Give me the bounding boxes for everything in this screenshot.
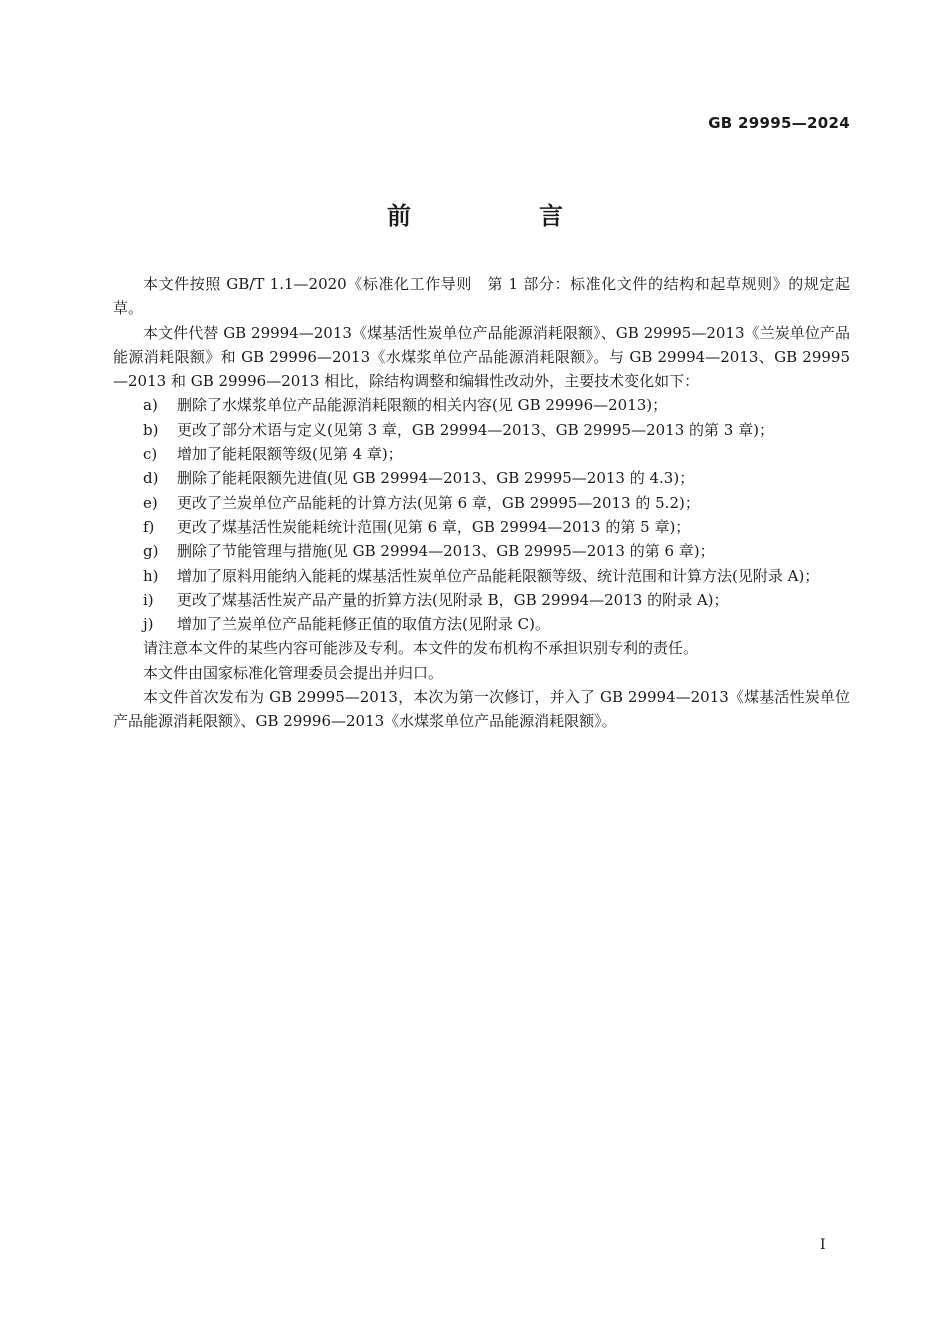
list-item-text: 增加了能耗限额等级(见第 4 章)； xyxy=(177,445,403,464)
list-item xyxy=(113,442,850,466)
list-item xyxy=(113,466,850,490)
page-title: 前 言 xyxy=(387,202,615,230)
list-marker: c) xyxy=(143,445,158,464)
list-marker: f) xyxy=(143,517,155,536)
list-marker: j) xyxy=(143,615,154,634)
list-item-text: 增加了兰炭单位产品能耗修正值的取值方法(见附录 C)。 xyxy=(177,615,550,634)
list-item-text: 删除了节能管理与措施(见 GB 29994—2013、GB 29995—2013 的第 6 章)； xyxy=(177,542,715,561)
list-item xyxy=(113,515,850,539)
list-item xyxy=(113,491,850,515)
list-item-text: 删除了能耗限额先进值(见 GB 29994—2013、GB 29995—2013 的 4.3)； xyxy=(177,469,695,488)
list-item xyxy=(113,612,850,636)
paragraph-drafting-basis: 本文件按照 GB/T 1.1—2020《标准化工作导则 第 1 部分：标准化文件的结构和起草规则》的规定起草。 xyxy=(113,275,850,318)
list-marker: a) xyxy=(143,396,158,415)
list-item-text: 更改了煤基活性炭产品产量的折算方法(见附录 B，GB 29994—2013 的附录 A)； xyxy=(177,590,729,609)
list-marker: g) xyxy=(143,542,159,561)
list-item-text: 删除了水煤浆单位产品能源消耗限额的相关内容(见 GB 29996—2013)； xyxy=(177,396,668,415)
foreword-body xyxy=(113,272,850,734)
list-marker: b) xyxy=(143,420,159,439)
standard-number: GB 29995—2024 xyxy=(708,114,850,132)
list-item-text: 更改了兰炭单位产品能耗的计算方法(见第 6 章，GB 29995—2013 的 5.2)； xyxy=(177,493,700,512)
paragraph-proposer: 本文件由国家标准化管理委员会提出并归口。 xyxy=(143,663,444,682)
list-item xyxy=(113,539,850,563)
paragraph-history: 本文件首次发布为 GB 29995—2013，本次为第一次修订，并入了 GB 29994—2013《煤基活性炭单位产品能源消耗限额》、GB 29996—2013《水煤浆单位产品能源消耗限额》。 xyxy=(113,688,850,731)
list-marker: e) xyxy=(143,493,158,512)
list-item-text: 更改了部分术语与定义(见第 3 章，GB 29994—2013、GB 29995—2013 的第 3 章)； xyxy=(177,420,774,439)
list-item-text: 增加了原料用能纳入能耗的煤基活性炭单位产品能耗限额等级、统计范围和计算方法(见附录 A)； xyxy=(177,566,820,585)
list-item xyxy=(113,588,850,612)
paragraph-replacement: 本文件代替 GB 29994—2013《煤基活性炭单位产品能源消耗限额》、GB 29995—2013《兰炭单位产品能源消耗限额》和 GB 29996—2013《水煤浆单位产品能源消耗限额》。与 GB 29994—2013、GB 29995—2013 和 GB 29996—2013 相比，除结构调整和编辑性改动外，主要技术变化如下： xyxy=(113,323,850,391)
list-item xyxy=(113,418,850,442)
list-marker: h) xyxy=(143,566,159,585)
list-item xyxy=(113,564,850,588)
list-item-text: 更改了煤基活性炭能耗统计范围(见第 6 章，GB 29994—2013 的第 5 章)； xyxy=(177,517,691,536)
list-marker: d) xyxy=(143,469,159,488)
paragraph-patent-notice: 请注意本文件的某些内容可能涉及专利。本文件的发布机构不承担识别专利的责任。 xyxy=(143,639,699,658)
list-marker: i) xyxy=(143,590,154,609)
page-number: I xyxy=(820,1237,826,1253)
list-item xyxy=(113,393,850,417)
